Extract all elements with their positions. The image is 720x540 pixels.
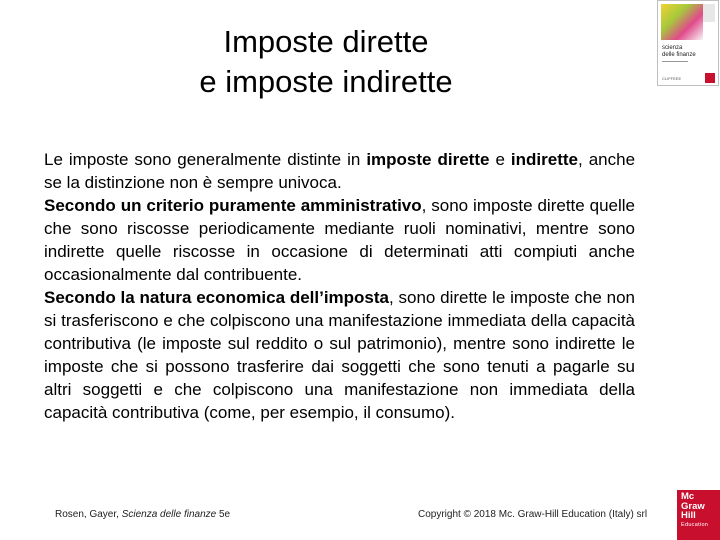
footer-edition: 5e xyxy=(216,509,231,520)
p3-text: , sono dirette le imposte che non si trasferiscono e che colpiscono una manifestazione immediata della capacità contributiva (le imposte sul reddito o sul patrimonio), mentre sono indirette le imposte che si possono trasferire dai soggetti che sono tenuti a pagarle su altri soggetti e che colpiscono una manifestazione non immediata della capacità contributiva (come, per esempio, il consumo). xyxy=(44,288,635,422)
paragraph-3 xyxy=(44,286,635,424)
slide-body xyxy=(44,148,635,424)
cover-logo-icon xyxy=(705,73,715,83)
p2-criterion: Secondo un criterio puramente amministrativo xyxy=(44,196,422,215)
p3-criterion: Secondo la natura economica dell’imposta xyxy=(44,288,389,307)
footer-book-title: Scienza delle finanze xyxy=(121,509,217,520)
mcgraw-hill-logo xyxy=(677,490,720,540)
logo-line-4: Education xyxy=(681,521,709,528)
slide-title xyxy=(0,22,652,102)
p2-text: , sono imposte dirette quelle che sono riscosse periodicamente mediante ruoli nominativi, mentre sono indirette quelle riscosse in occasione di determinati atti compiuti anche occasionalmente dal contribuente. xyxy=(44,196,635,284)
cover-art-graphic xyxy=(661,4,703,40)
footer-copyright: Copyright © 2018 Mc. Graw-Hill Education (Italy) srl xyxy=(418,509,648,520)
book-cover-thumbnail xyxy=(657,0,719,86)
p1-text-c: e xyxy=(489,150,511,169)
cover-title-line-1: scienza xyxy=(662,45,683,51)
cover-publisher: CLIFFEEE xyxy=(662,76,682,81)
logo-line-3: Hill xyxy=(681,510,696,521)
cover-edition-tab xyxy=(703,4,715,22)
logo-line-2: Graw xyxy=(681,500,705,512)
footer-citation xyxy=(55,509,230,520)
paragraph-1 xyxy=(44,148,635,194)
cover-divider xyxy=(662,61,688,62)
title-line-2: e imposte indirette xyxy=(199,64,453,99)
p1-text-a: Le imposte sono generalmente distinte in xyxy=(44,150,367,169)
title-line-1: Imposte dirette xyxy=(223,24,429,59)
footer-authors: Rosen, Gayer, xyxy=(55,509,122,520)
paragraph-2 xyxy=(44,194,635,286)
p1-term-indirette: indirette xyxy=(510,150,578,169)
p1-term-dirette: imposte dirette xyxy=(366,150,490,169)
cover-title-line-2: delle finanze xyxy=(662,52,696,58)
p1-text-e: , anche se la distinzione non è sempre univoca. xyxy=(44,150,636,192)
logo-line-1: Mc xyxy=(681,491,695,502)
